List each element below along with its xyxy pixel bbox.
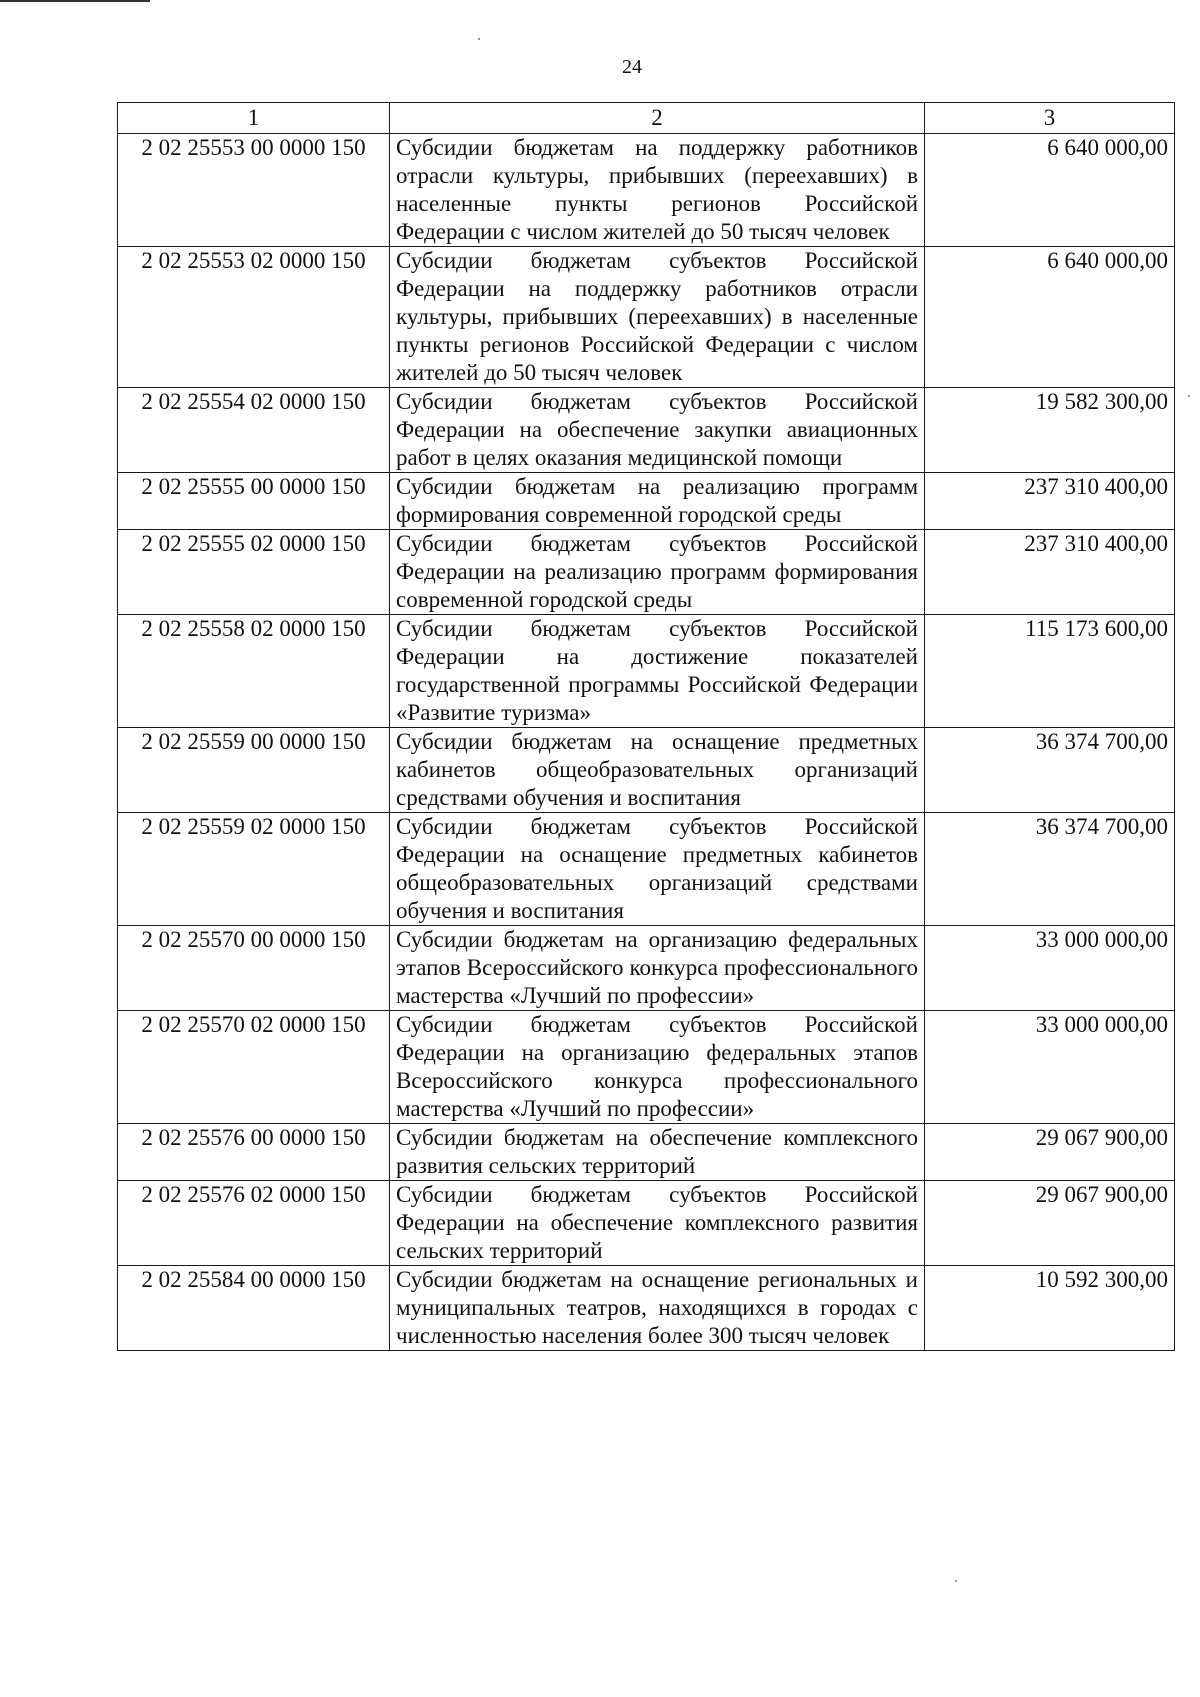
subsidy-description: Субсидии бюджетам на оснащение региональных и муниципальных театров, находящихся в городах с численностью населения более 300 тысяч человек (390, 1266, 925, 1351)
subsidy-amount: 6 640 000,00 (925, 247, 1175, 388)
budget-code: 2 02 25553 02 0000 150 (118, 247, 390, 388)
subsidy-amount: 36 374 700,00 (925, 728, 1175, 813)
subsidy-description: Субсидии бюджетам субъектов Российской Федерации на обеспечение комплексного развития сельских территорий (390, 1181, 925, 1266)
table-row (118, 134, 1175, 247)
table-row (118, 530, 1175, 615)
budget-code: 2 02 25576 00 0000 150 (118, 1124, 390, 1181)
subsidy-amount: 19 582 300,00 (925, 388, 1175, 473)
subsidy-amount: 237 310 400,00 (925, 473, 1175, 530)
subsidy-description: Субсидии бюджетам субъектов Российской Федерации на обеспечение закупки авиационных работ в целях оказания медицинской помощи (390, 388, 925, 473)
budget-code: 2 02 25558 02 0000 150 (118, 615, 390, 728)
budget-table (117, 102, 1175, 1351)
subsidy-amount: 33 000 000,00 (925, 1011, 1175, 1124)
scan-speck (478, 38, 480, 40)
subsidy-description: Субсидии бюджетам субъектов Российской Федерации на достижение показателей государственной программы Российской Федерации «Развитие туризма» (390, 615, 925, 728)
budget-code: 2 02 25559 02 0000 150 (118, 813, 390, 926)
column-header-3: 3 (925, 103, 1175, 134)
budget-code: 2 02 25555 00 0000 150 (118, 473, 390, 530)
scan-edge-line (0, 0, 150, 2)
budget-code: 2 02 25570 02 0000 150 (118, 1011, 390, 1124)
table-row (118, 615, 1175, 728)
subsidy-amount: 36 374 700,00 (925, 813, 1175, 926)
table-row (118, 926, 1175, 1011)
budget-code: 2 02 25584 00 0000 150 (118, 1266, 390, 1351)
table-row (118, 1124, 1175, 1181)
subsidy-description: Субсидии бюджетам на реализацию программ формирования современной городской среды (390, 473, 925, 530)
column-header-1: 1 (118, 103, 390, 134)
subsidy-description: Субсидии бюджетам субъектов Российской Федерации на реализацию программ формирования современной городской среды (390, 530, 925, 615)
scan-speck (955, 1580, 957, 1582)
subsidy-description: Субсидии бюджетам на оснащение предметных кабинетов общеобразовательных организаций средствами обучения и воспитания (390, 728, 925, 813)
subsidy-description: Субсидии бюджетам субъектов Российской Федерации на организацию федеральных этапов Всероссийского конкурса профессионального мастерства «Лучший по профессии» (390, 1011, 925, 1124)
budget-code: 2 02 25555 02 0000 150 (118, 530, 390, 615)
scan-speck (1188, 395, 1190, 397)
column-header-2: 2 (390, 103, 925, 134)
table-row (118, 728, 1175, 813)
subsidy-description: Субсидии бюджетам субъектов Российской Федерации на оснащение предметных кабинетов общеобразовательных организаций средствами обучения и воспитания (390, 813, 925, 926)
budget-code: 2 02 25570 00 0000 150 (118, 926, 390, 1011)
table-row (118, 1266, 1175, 1351)
table-row (118, 1011, 1175, 1124)
budget-code: 2 02 25559 00 0000 150 (118, 728, 390, 813)
subsidy-amount: 29 067 900,00 (925, 1124, 1175, 1181)
subsidy-amount: 33 000 000,00 (925, 926, 1175, 1011)
table-row (118, 388, 1175, 473)
table-row (118, 473, 1175, 530)
subsidy-description: Субсидии бюджетам на обеспечение комплексного развития сельских территорий (390, 1124, 925, 1181)
subsidy-amount: 237 310 400,00 (925, 530, 1175, 615)
subsidy-amount: 29 067 900,00 (925, 1181, 1175, 1266)
table-header-row (118, 103, 1175, 134)
table-row (118, 813, 1175, 926)
budget-code: 2 02 25554 02 0000 150 (118, 388, 390, 473)
subsidy-amount: 115 173 600,00 (925, 615, 1175, 728)
subsidy-description: Субсидии бюджетам на организацию федеральных этапов Всероссийского конкурса профессионального мастерства «Лучший по профессии» (390, 926, 925, 1011)
table-row (118, 1181, 1175, 1266)
page-number: 24 (622, 56, 642, 78)
subsidy-amount: 6 640 000,00 (925, 134, 1175, 247)
table-row (118, 247, 1175, 388)
budget-code: 2 02 25576 02 0000 150 (118, 1181, 390, 1266)
subsidy-description: Субсидии бюджетам на поддержку работников отрасли культуры, прибывших (переехавших) в населенные пункты регионов Российской Федерации с числом жителей до 50 тысяч человек (390, 134, 925, 247)
subsidy-amount: 10 592 300,00 (925, 1266, 1175, 1351)
subsidy-description: Субсидии бюджетам субъектов Российской Федерации на поддержку работников отрасли культуры, прибывших (переехавших) в населенные пункты регионов Российской Федерации с числом жителей до 50 тысяч человек (390, 247, 925, 388)
budget-code: 2 02 25553 00 0000 150 (118, 134, 390, 247)
